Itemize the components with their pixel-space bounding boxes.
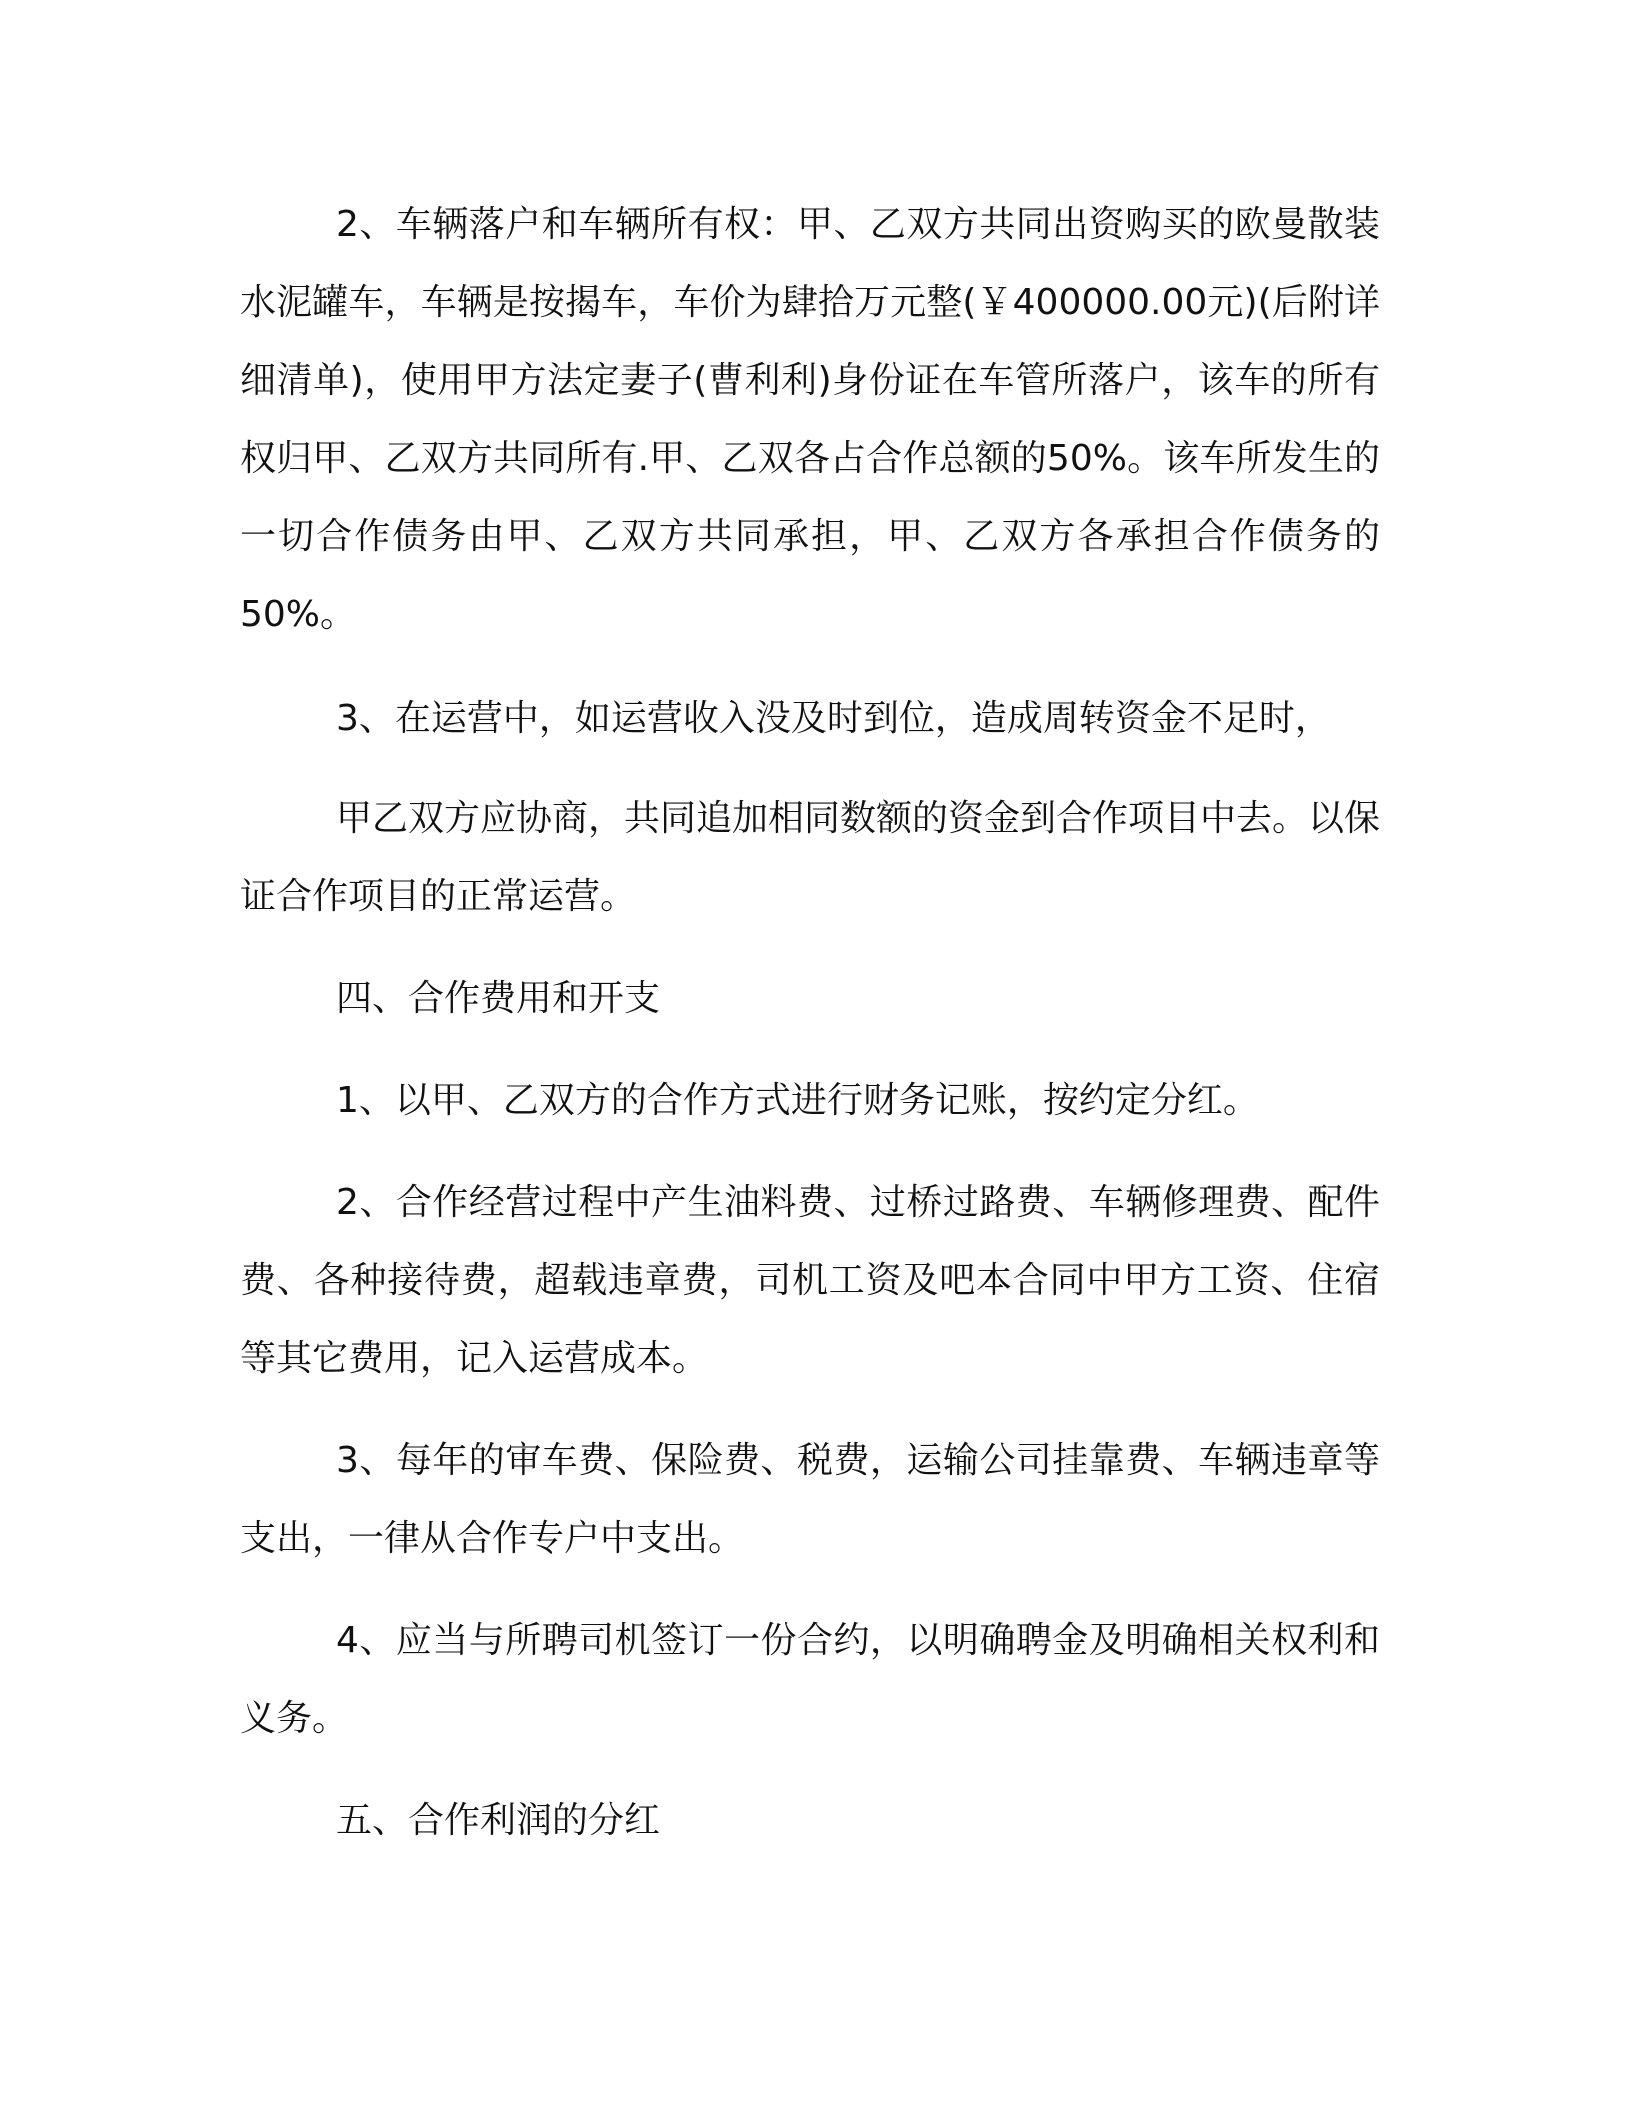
paragraph-driver-contract: 4、应当与所聘司机签订一份合约，以明确聘金及明确相关权利和义务。 xyxy=(240,1620,1380,1739)
section-heading-profit: 五、合作利润的分红 xyxy=(336,1800,661,1841)
paragraph-vehicle-ownership: 2、车辆落户和车辆所有权：甲、乙双方共同出资购买的欧曼散装水泥罐车，车辆是按揭车，车价为肆拾万元整(￥400000.00元)(后附详细清单)，使用甲方法定妻子(曹利利)身份证在车管所落户，该车的所有权归甲、乙双方共同所有.甲、乙双各占合作总额的50%。该车所发生的一切合作债务由甲、乙双方共同承担，甲、乙双方各承担合作债务的50%。 xyxy=(240,204,1380,635)
paragraph-additional-capital: 甲乙双方应协商，共同追加相同数额的资金到合作项目中去。以保证合作项目的正常运营。 xyxy=(240,798,1381,917)
paragraph-annual-fees: 3、每年的审车费、保险费、税费，运输公司挂靠费、车辆违章等支出，一律从合作专户中支出。 xyxy=(240,1440,1380,1559)
paragraph-operating-costs: 2、合作经营过程中产生油料费、过桥过路费、车辆修理费、配件费、各种接待费，超载违章费，司机工资及吧本合同中甲方工资、住宿等其它费用，记入运营成本。 xyxy=(240,1182,1380,1379)
paragraph-operating-funds: 3、在运营中，如运营收入没及时到位，造成周转资金不足时， xyxy=(336,698,1331,739)
document-body xyxy=(240,186,1380,1860)
section-heading-costs: 四、合作费用和开支 xyxy=(336,978,661,1019)
paragraph-bookkeeping: 1、以甲、乙双方的合作方式进行财务记账，按约定分红。 xyxy=(336,1080,1259,1121)
